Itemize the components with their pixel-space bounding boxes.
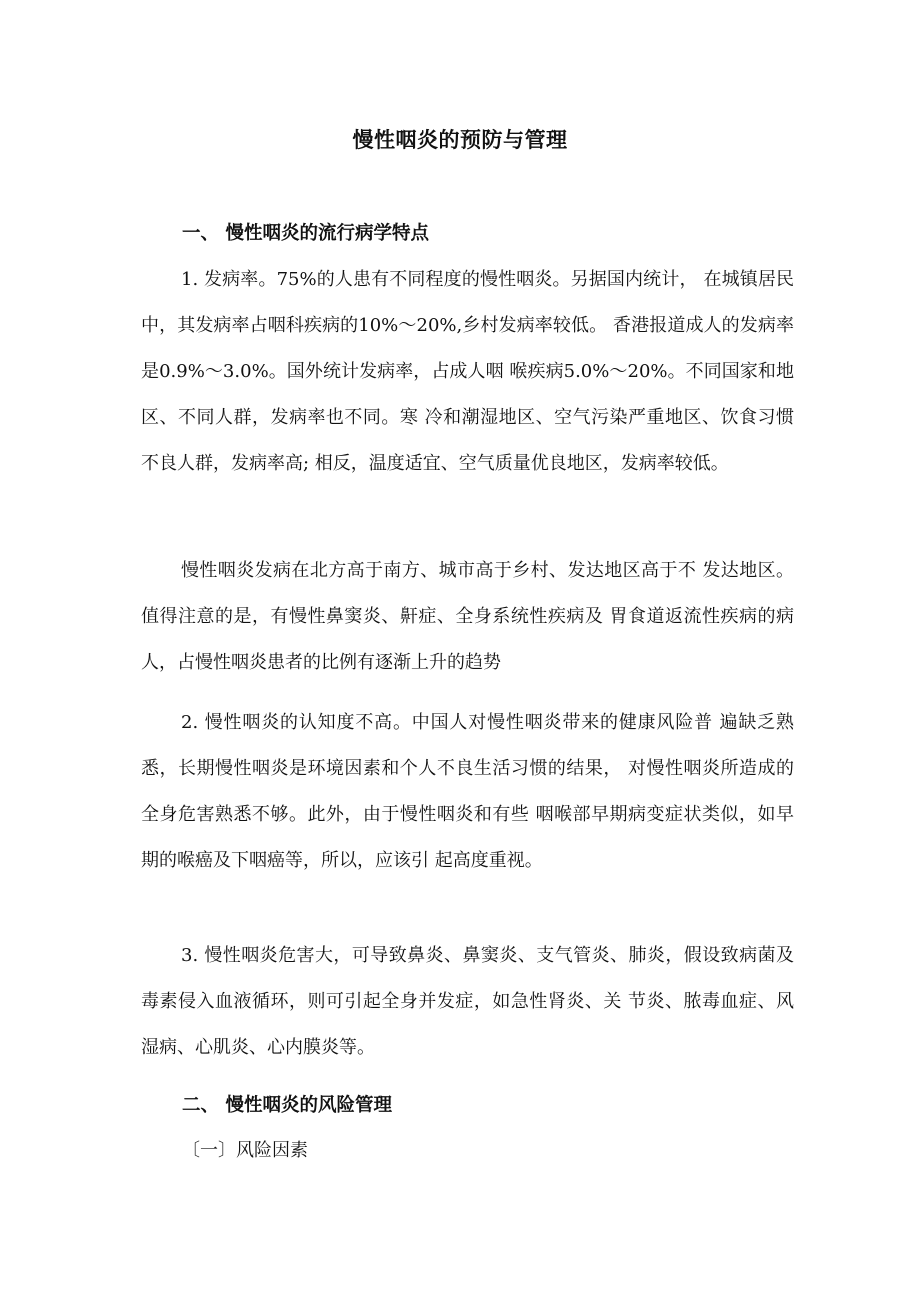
- section-1-heading: 一、 慢性咽炎的流行病学特点: [182, 223, 429, 244]
- paragraph-regional-distribution: 慢性咽炎发病在北方高于南方、城市高于乡村、发达地区高于不 发达地区。值得注意的是，有慢性鼻窦炎、鼾症、全身系统性疾病及 胃食道返流性疾病的病人，占慢性咽炎患者的比例有逐渐上升的趋势: [141, 560, 794, 673]
- paragraph-harm: 3. 慢性咽炎危害大，可导致鼻炎、鼻窦炎、支气管炎、肺炎，假设致病菌及毒素侵入血液循环，则可引起全身并发症，如急性肾炎、关 节炎、脓毒血症、风湿病、心肌炎、心内膜炎等。: [141, 945, 794, 1058]
- paragraph-incidence: 1. 发病率。75%的人患有不同程度的慢性咽炎。另据国内统计， 在城镇居民中，其发病率占咽科疾病的10%～20%,乡村发病率较低。 香港报道成人的发病率是0.9%～3.0%。国外统计发病率，占成人咽 喉疾病5.0%～20%。不同国家和地区、不同人群，发病率也不同。寒 冷和潮湿地区、空气污染严重地区、饮食习惯不良人群，发病率高; 相反，温度适宜、空气质量优良地区，发病率较低。: [141, 269, 794, 474]
- subsection-risk-factors: 〔一〕风险因素: [182, 1140, 308, 1161]
- document-title: 慢性咽炎的预防与管理: [352, 128, 568, 152]
- section-2-heading: 二、 慢性咽炎的风险管理: [182, 1095, 392, 1116]
- paragraph-awareness: 2. 慢性咽炎的认知度不高。中国人对慢性咽炎带来的健康风险普 遍缺乏熟悉，长期慢性咽炎是环境因素和个人不良生活习惯的结果， 对慢性咽炎所造成的全身危害熟悉不够。此外，由于慢性咽炎和有些 咽喉部早期病变症状类似，如早期的喉癌及下咽癌等，所以，应该引 起高度重视。: [141, 712, 794, 871]
